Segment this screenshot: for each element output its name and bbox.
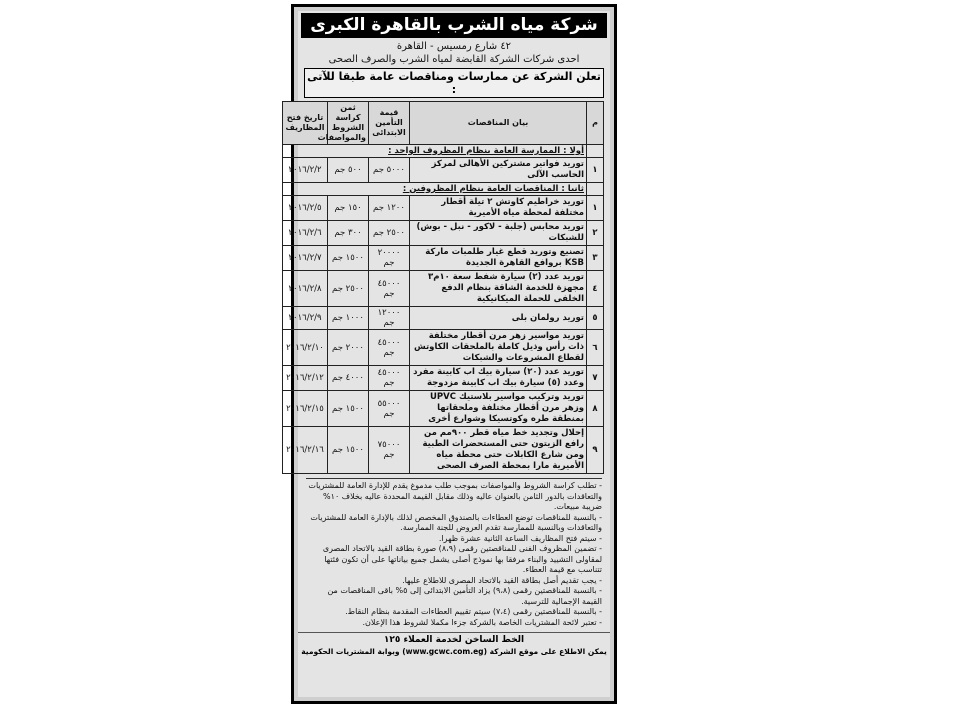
row-price: ٤٠٠٠ جم: [328, 366, 369, 391]
row-date: ٢٠١٦/٢/١٥: [283, 391, 328, 427]
note-item: - بالنسبة للمناقصات توضع العطاءات بالصندوق المخصص لذلك بالإدارة العامة للمشتريات والتعاقدات وبالنسبة للممارسة تقدم العروض للجنة الممارسة.: [310, 512, 602, 532]
table-row: [283, 221, 604, 246]
table-header-row: [283, 102, 604, 145]
newspaper-clipping: [285, 11, 610, 697]
table-row: [283, 196, 604, 221]
customer-hotline: الخط الساخن لخدمة العملاء ١٢٥: [298, 632, 610, 645]
table-row: [283, 391, 604, 427]
row-num: ٧: [587, 366, 604, 391]
note-item: - سيتم فتح المظاريف الساعة الثانية عشرة ظهرا.: [438, 533, 602, 543]
row-num: ٢: [587, 221, 604, 246]
row-description: توريد عدد (٢) سيارة شفط سعة ١٠م٣ مجهزة للخدمة الشاقة بنظام الدفع الخلفى للحملة الميكانيكية: [410, 271, 587, 307]
row-date: ٢٠١٦/٢/٨: [283, 271, 328, 307]
row-date: ٢٠١٦/٢/١٦: [283, 427, 328, 474]
row-num: ١: [587, 196, 604, 221]
note-item: - تضمين المظروف الفنى للمناقصتين رقمى (٨،٩) صورة بطاقة القيد بالاتحاد المصرى لمقاولى التشييد والبناء مرفقا بها نموذج أصلى يشمل جميع بياناتها على أن تكون فئتها تتناسب مع قيمة العطاء.: [322, 544, 602, 574]
row-insurance: ٥٥٠٠٠ جم: [369, 391, 410, 427]
table-row: [283, 158, 604, 183]
note-item: - تعتبر لائحة المشتريات الخاصة بالشركة جزءا مكملا لشروط هذا الإعلان.: [362, 617, 602, 627]
row-description: توريد عدد (٢٠) سيارة بيك اب كابينة مفرد وعدد (٥) سيارة بيك اب كابينة مزدوجة: [410, 366, 587, 391]
row-date: ٢٠١٦/٢/٦: [283, 221, 328, 246]
announcement-heading: تعلن الشركة عن ممارسات ومناقصات عامة طبقا للآتى :: [304, 68, 604, 98]
note-item: - بالنسبة للمناقصتين رقمى (٩،٨) يزاد التأمين الابتدائى إلى ٥% باقى المناقصات من القيمة الإجمالية للترسية.: [327, 586, 602, 606]
row-num: ٨: [587, 391, 604, 427]
row-insurance: ٢٥٠٠ جم: [369, 221, 410, 246]
row-price: ٣٠٠ جم: [328, 221, 369, 246]
row-insurance: ٥٠٠٠ جم: [369, 158, 410, 183]
note-item: - تطلب كراسة الشروط والمواصفات بموجب طلب مدموغ يقدم للإدارة العامة للمشتريات والتعاقدات بالدور الثامن بالعنوان عاليه وذلك مقابل القيمة المحددة عاليه بخلاف ١٠% ضريبة مبيعات.: [308, 481, 602, 511]
holding-company-line: احدى شركات الشركة القابضة لمياه الشرب والصرف الصحى: [328, 54, 580, 65]
company-address: ٤٢ شارع رمسيس - القاهرة: [396, 41, 512, 52]
row-date: ٢٠١٦/٢/٥: [283, 196, 328, 221]
row-price: ١٥٠٠ جم: [328, 427, 369, 474]
row-insurance: ٤٥٠٠٠ جم: [369, 366, 410, 391]
table-row: [283, 246, 604, 271]
table-row: [283, 366, 604, 391]
tenders-table: [282, 101, 604, 474]
company-title: شركة مياه الشرب بالقاهرة الكبرى: [301, 13, 607, 38]
row-insurance: ٧٥٠٠٠ جم: [369, 427, 410, 474]
row-description: توريد مواسير زهر مرن أقطار مختلفة ذات رأس وذيل كاملة بالملحقات الكاوتش لقطاع المشروعات والشبكات: [410, 330, 587, 366]
terms-notes: [306, 478, 602, 628]
row-num: ١: [587, 158, 604, 183]
row-price: ١٥٠ جم: [328, 196, 369, 221]
row-insurance: ٢٠٠٠٠ جم: [369, 246, 410, 271]
table-row: [283, 330, 604, 366]
row-num: ٤: [587, 271, 604, 307]
row-insurance: ٤٥٠٠٠ جم: [369, 330, 410, 366]
row-description: توريد رولمان بلى: [410, 307, 587, 330]
note-item: - يجب تقديم أصل بطاقة القيد بالاتحاد المصرى للاطلاع عليها.: [402, 575, 602, 585]
header-date: تاريخ فتح المظاريف: [283, 102, 328, 145]
header-description: بيان المناقصات: [410, 102, 587, 145]
row-description: توريد خراطيم كاوتش ٢ تيلة أقطار مختلفة لمحطة مياه الأميرية: [410, 196, 587, 221]
table-row: [283, 427, 604, 474]
header-insurance: قيمة التأمين الابتدائى: [369, 102, 410, 145]
row-num: ٣: [587, 246, 604, 271]
row-insurance: ١٢٠٠٠ جم: [369, 307, 410, 330]
row-price: ١٥٠٠ جم: [328, 246, 369, 271]
note-item: - بالنسبة للمناقصتين رقمى (٧،٤) سيتم تقييم العطاءات المقدمة بنظام النقاط.: [345, 607, 602, 616]
advertisement-frame: [285, 4, 617, 704]
header-price: ثمن كراسة الشروط والمواصفات: [328, 102, 369, 145]
row-date: ٢٠١٦/٢/٢: [283, 158, 328, 183]
row-num: ٩: [587, 427, 604, 474]
row-num: ٥: [587, 307, 604, 330]
row-price: ١٠٠٠ جم: [328, 307, 369, 330]
row-price: ١٥٠٠ جم: [328, 391, 369, 427]
section-row: [283, 145, 604, 158]
row-date: ٢٠١٦/٢/٧: [283, 246, 328, 271]
header-num: م: [587, 102, 604, 145]
row-description: توريد فواتير مشتركين الأهالى لمركز الحاسب الآلى: [410, 158, 587, 183]
row-price: ٢٥٠٠ جم: [328, 271, 369, 307]
table-row: [283, 271, 604, 307]
row-price: ٢٠٠٠ جم: [328, 330, 369, 366]
section-row: [283, 183, 604, 196]
row-description: إحلال وتجديد خط مياه قطر ٩٠٠مم من رافع الزيتون حتى المستحضرات الطبية ومن شارع الكابلات حتى محطة مياه الأميرية مارا بمحطة الصرف الصحى: [410, 427, 587, 474]
row-description: تصنيع وتوريد قطع غيار طلمبات ماركة KSB بروافع القاهرة الجديدة: [410, 246, 587, 271]
row-date: ٢٠١٦/٢/١٢: [283, 366, 328, 391]
website-line: يمكن الاطلاع على موقع الشركة (www.gcwc.com.eg) وبوابة المشتريات الحكومية: [301, 647, 607, 656]
row-insurance: ١٢٠٠ جم: [369, 196, 410, 221]
row-description: توريد وتركيب مواسير بلاستيك UPVC وزهر مرن أقطار مختلفة وملحقاتها بمنطقة طره وكوتسيكا وشوارع أخرى: [410, 391, 587, 427]
row-num: ٦: [587, 330, 604, 366]
table-row: [283, 307, 604, 330]
row-date: ٢٠١٦/٢/١٠: [283, 330, 328, 366]
row-price: ٥٠٠ جم: [328, 158, 369, 183]
row-description: توريد محابس (جلبة - لاكور - نبل - بوش) للشبكات: [410, 221, 587, 246]
section-practices-title: أولا : الممارسة العامة بنظام المظروف الواحد :: [283, 145, 587, 158]
row-insurance: ٤٥٠٠٠ جم: [369, 271, 410, 307]
row-date: ٢٠١٦/٢/٩: [283, 307, 328, 330]
section-tenders-title: ثانيا : المناقصات العامة بنظام المظروفين :: [283, 183, 587, 196]
